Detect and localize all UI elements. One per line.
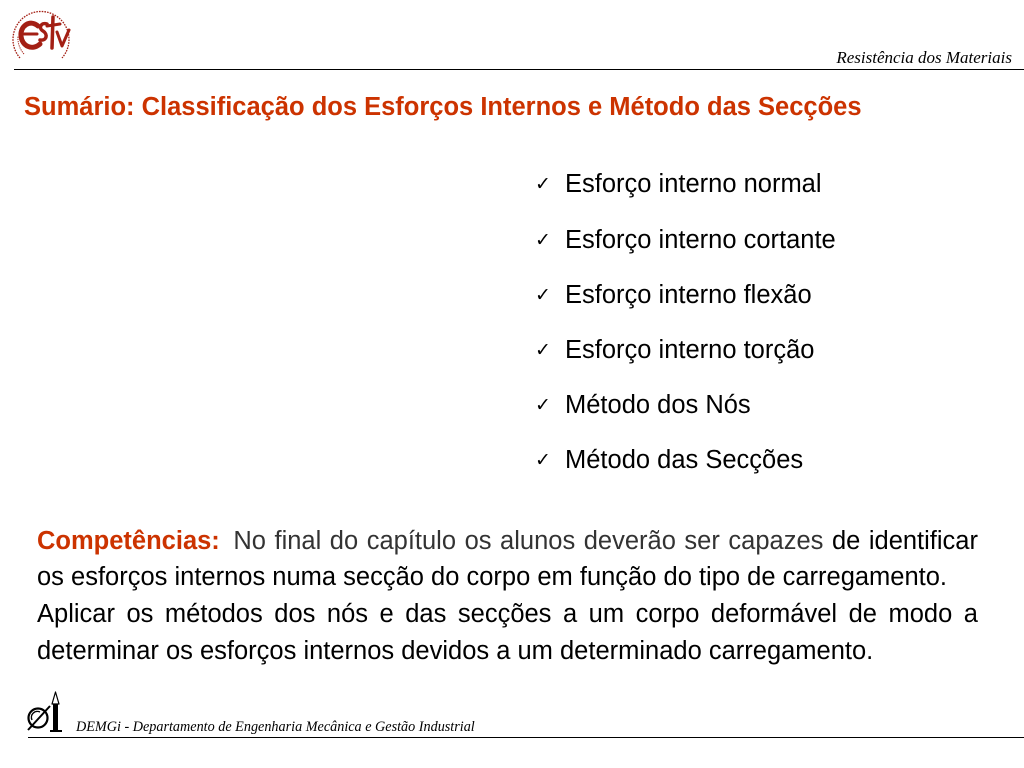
checklist-item	[535, 378, 935, 433]
checklist-item	[535, 213, 935, 268]
check-icon	[535, 213, 551, 268]
check-icon	[535, 157, 551, 212]
competencias-paragraph	[37, 523, 978, 596]
header-divider	[14, 69, 1024, 70]
checklist-item-label: Esforço interno torção	[565, 335, 815, 364]
competencias-label: Competências:	[37, 526, 220, 555]
checklist-item-label: Método dos Nós	[565, 391, 751, 420]
checklist-item-label: Esforço interno cortante	[565, 225, 836, 254]
checklist-item-label: Método das Secções	[565, 446, 804, 475]
footer-department: DEMGi - Departamento de Engenharia Mecânica e Gestão Industrial	[76, 718, 475, 735]
competencias-text-part2: de identificar os esforços internos numa secção do corpo em função do tipo de carregamento.	[37, 526, 978, 592]
competencias-section	[37, 523, 978, 670]
topic-checklist	[535, 157, 935, 488]
checklist-item	[535, 433, 935, 488]
checklist-item-label: Esforço interno normal	[565, 170, 822, 199]
course-title: Resistência dos Materiais	[836, 48, 1012, 67]
estv-logo	[10, 2, 72, 68]
checklist-item-label: Esforço interno flexão	[565, 280, 812, 309]
checklist-item	[535, 323, 935, 378]
footer-divider	[28, 737, 1024, 738]
checklist-item	[535, 268, 935, 323]
check-icon	[535, 268, 551, 323]
checklist-item	[535, 157, 935, 212]
check-icon	[535, 433, 551, 488]
demgi-logo	[26, 690, 66, 738]
slide-title: Sumário: Classificação dos Esforços Internos e Método das Secções	[24, 93, 862, 121]
check-icon	[535, 378, 551, 433]
competencias-paragraph-2: Aplicar os métodos dos nós e das secções a um corpo deformável de modo a determinar os esforços internos devidos a um determinado carregamento.	[37, 600, 978, 665]
competencias-text-part1: No final do capítulo os alunos deverão ser capazes	[233, 526, 824, 555]
check-icon	[535, 323, 551, 378]
